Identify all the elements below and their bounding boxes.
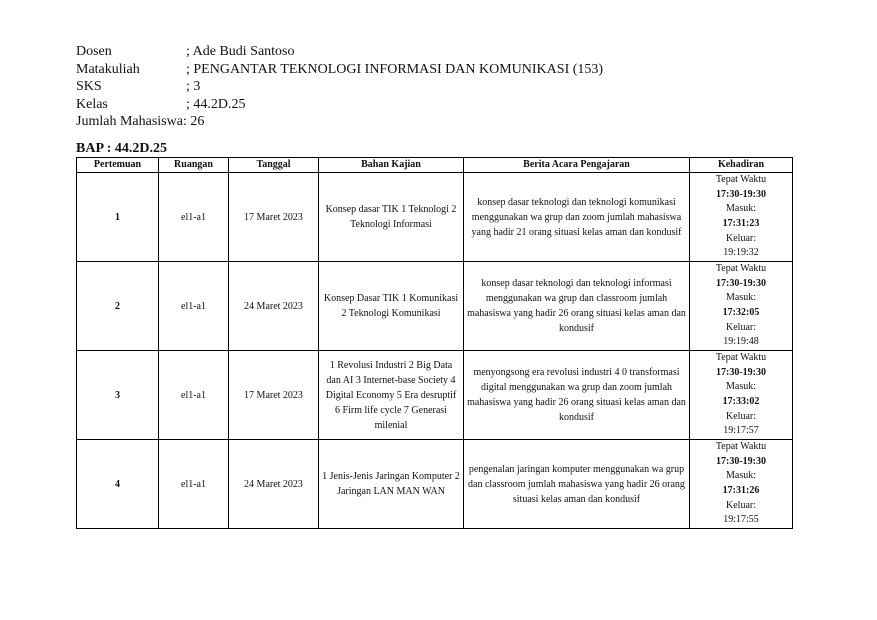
cell-tanggal: 17 Maret 2023: [229, 173, 319, 262]
kelas-label: Kelas: [76, 96, 108, 112]
info-matakuliah: [76, 61, 603, 79]
keluar-value: 19:17:57: [723, 425, 759, 437]
cell-bahan-kajian: 1 Jenis-Jenis Jaringan Komputer 2 Jaringan LAN MAN WAN: [319, 440, 464, 529]
cell-berita-acara: pengenalan jaringan komputer menggunakan wa grup dan classroom jumlah mahasiswa yang hadir 26 orang situasi kelas aman dan kondusif: [464, 440, 690, 529]
keluar-label: Keluar:: [726, 499, 756, 511]
sks-label: SKS: [76, 79, 102, 94]
masuk-value: 17:31:23: [722, 218, 760, 229]
header-kehadiran: Kehadiran: [690, 158, 793, 173]
cell-kehadiran: [690, 173, 793, 262]
masuk-label: Masuk:: [726, 381, 756, 393]
cell-berita-acara: konsep dasar teknologi dan teknologi informasi menggunakan wa grup dan classroom jumlah mahasiswa yang hadir 26 orang situasi kelas aman dan kondusif: [464, 262, 690, 351]
header-bahan-kajian: Bahan Kajian: [319, 158, 464, 173]
cell-tanggal: 24 Maret 2023: [229, 440, 319, 529]
tepat-waktu-value: 17:30-19:30: [716, 277, 766, 289]
tepat-waktu-value: 17:30-19:30: [716, 188, 766, 200]
tepat-waktu-label: Tepat Waktu: [715, 441, 767, 453]
masuk-value: 17:31:26: [722, 485, 760, 496]
cell-tanggal: 17 Maret 2023: [229, 351, 319, 440]
header-ruangan: Ruangan: [159, 158, 229, 173]
cell-kehadiran: [690, 351, 793, 440]
header-pertemuan: Pertemuan: [77, 158, 159, 173]
keluar-label: Keluar:: [726, 232, 756, 244]
keluar-value: 19:17:55: [723, 514, 759, 526]
cell-ruangan: el1-a1: [159, 351, 229, 440]
masuk-label: Masuk:: [726, 203, 756, 215]
keluar-value: 19:19:32: [723, 247, 759, 259]
cell-bahan-kajian: 1 Revolusi Industri 2 Big Data dan AI 3 Internet-base Society 4 Digital Economy 5 Era desruptif 6 Firm life cycle 7 Generasi milenial: [319, 351, 464, 440]
table-header-row: [77, 158, 793, 173]
masuk-label: Masuk:: [726, 470, 756, 482]
table-row: [77, 440, 793, 529]
keluar-value: 19:19:48: [723, 336, 759, 348]
info-sks: [76, 78, 603, 96]
masuk-value: 17:33:02: [722, 396, 760, 407]
cell-pertemuan: 1: [77, 173, 159, 262]
tepat-waktu-label: Tepat Waktu: [715, 352, 767, 364]
bap-title: BAP : 44.2D.25: [76, 141, 167, 156]
header-tanggal: Tanggal: [229, 158, 319, 173]
dosen-value: ; Ade Budi Santoso: [186, 44, 295, 59]
cell-bahan-kajian: Konsep Dasar TIK 1 Komunikasi 2 Teknologi Komunikasi: [319, 262, 464, 351]
cell-bahan-kajian: Konsep dasar TIK 1 Teknologi 2 Teknologi Informasi: [319, 173, 464, 262]
tepat-waktu-label: Tepat Waktu: [715, 174, 767, 186]
course-info: [76, 43, 603, 131]
info-dosen: [76, 43, 603, 61]
cell-pertemuan: 2: [77, 262, 159, 351]
jumlah-value: : 26: [182, 114, 205, 129]
info-jumlah-mahasiswa: [76, 113, 603, 131]
sks-value: ; 3: [186, 79, 201, 94]
bap-table: [76, 157, 793, 529]
keluar-label: Keluar:: [726, 410, 756, 422]
masuk-label: Masuk:: [726, 292, 756, 304]
keluar-label: Keluar:: [726, 321, 756, 333]
table-row: [77, 262, 793, 351]
table-row: [77, 173, 793, 262]
tepat-waktu-value: 17:30-19:30: [716, 366, 766, 378]
cell-pertemuan: 4: [77, 440, 159, 529]
cell-kehadiran: [690, 262, 793, 351]
header-berita-acara: Berita Acara Pengajaran: [464, 158, 690, 173]
cell-berita-acara: konsep dasar teknologi dan teknologi komunikasi menggunakan wa grup dan zoom jumlah mahasiswa yang hadir 21 orang situasi kelas aman dan kondusif: [464, 173, 690, 262]
cell-ruangan: el1-a1: [159, 262, 229, 351]
table-row: [77, 351, 793, 440]
cell-ruangan: el1-a1: [159, 173, 229, 262]
cell-ruangan: el1-a1: [159, 440, 229, 529]
kelas-value: ; 44.2D.25: [186, 96, 246, 112]
jumlah-label: Jumlah Mahasiswa: [76, 114, 183, 129]
dosen-label: Dosen: [76, 44, 112, 59]
tepat-waktu-label: Tepat Waktu: [715, 263, 767, 275]
cell-pertemuan: 3: [77, 351, 159, 440]
tepat-waktu-value: 17:30-19:30: [716, 455, 766, 467]
info-kelas: [76, 96, 603, 114]
matakuliah-value: ; PENGANTAR TEKNOLOGI INFORMASI DAN KOMUNIKASI (153): [186, 61, 604, 77]
matakuliah-label: Matakuliah: [76, 61, 140, 77]
masuk-value: 17:32:05: [722, 307, 760, 318]
cell-tanggal: 24 Maret 2023: [229, 262, 319, 351]
cell-berita-acara: menyongsong era revolusi industri 4 0 transformasi digital menggunakan wa grup dan zoom jumlah mahasiswa yang hadir 26 orang situasi kelas aman dan kondusif: [464, 351, 690, 440]
cell-kehadiran: [690, 440, 793, 529]
